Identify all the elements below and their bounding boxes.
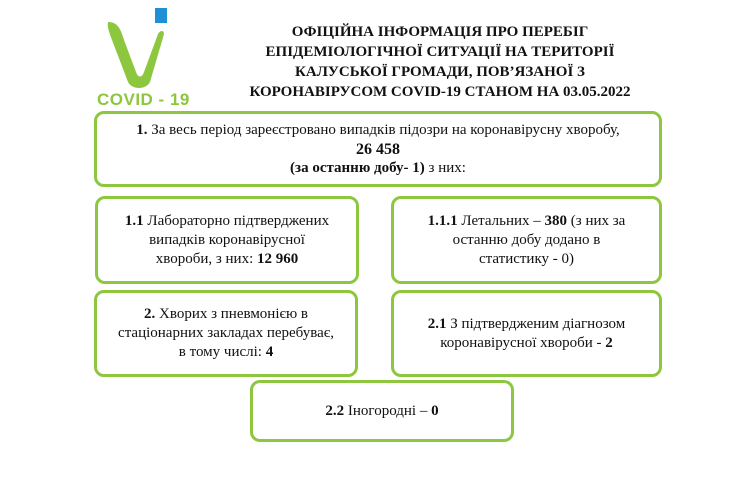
deaths-line-3: статистику - 0) [478, 250, 575, 267]
title-line-4: КОРОНАВІРУСОМ COVID-19 СТАНОМ НА 03.05.2022 [249, 84, 631, 100]
logo-text: COVID - 19 [97, 90, 190, 109]
deaths-value: 380 [544, 212, 568, 229]
title-line-3: КАЛУСЬКОЇ ГРОМАДИ, ПОВ’ЯЗАНОЇ З [295, 64, 585, 80]
item-number: 1.1 [124, 212, 144, 229]
pneumonia-value: 4 [265, 344, 274, 360]
deaths-line-1-rest: (з них за [567, 212, 626, 229]
nonresidents-value: 0 [431, 402, 439, 419]
item-number: 2. [144, 306, 156, 322]
covid-v-icon [106, 6, 178, 90]
total-suspected-box [94, 111, 662, 187]
confirmed-value: 2 [605, 334, 613, 351]
nonresidents-label: Іногородні – [344, 402, 432, 419]
item-number: 2.2 [325, 402, 345, 419]
title-line-1: ОФІЦІЙНА ІНФОРМАЦІЯ ПРО ПЕРЕБІГ [291, 24, 589, 40]
nonresidents-box [250, 380, 514, 442]
confirmed-line-2: коронавірусної хвороби - [440, 334, 606, 351]
pneumonia-line-1: Хворих з пневмонією в [155, 306, 308, 322]
lab-line-3: хвороби, з них: [155, 250, 258, 267]
confirmed-diagnosis-box [391, 290, 662, 377]
suspected-text: За весь період зареєстровано випадків підозри на коронавірусну хворобу, [147, 121, 620, 138]
lab-confirmed-value: 12 960 [257, 250, 299, 267]
pneumonia-line-2: стаціонарних закладах перебуває, [118, 325, 334, 341]
item-number: 1. [136, 121, 148, 138]
deaths-label: Летальних – [457, 212, 545, 229]
deaths-line-2: останню добу додано в [452, 231, 601, 248]
deaths-box [391, 196, 662, 284]
last-day-text: (за останню добу- 1) [290, 159, 425, 176]
of-them-text: з них: [424, 159, 466, 176]
item-number: 2.1 [427, 315, 447, 332]
page-title [180, 22, 700, 102]
pneumonia-line-3: в тому числі: [178, 344, 266, 360]
lab-line-2: випадків коронавірусної [149, 231, 305, 248]
pneumonia-box [94, 290, 358, 377]
item-number: 1.1.1 [427, 212, 458, 229]
lab-confirmed-box [95, 196, 359, 284]
confirmed-line-1: З підтвердженим діагнозом [446, 315, 626, 332]
lab-line-1: Лабораторно підтверджених [143, 212, 330, 229]
title-line-2: ЕПІДЕМІОЛОГІЧНОЇ СИТУАЦІЇ НА ТЕРИТОРІЇ [265, 44, 615, 60]
covid-logo [96, 6, 190, 109]
suspected-value: 26 458 [356, 140, 400, 158]
